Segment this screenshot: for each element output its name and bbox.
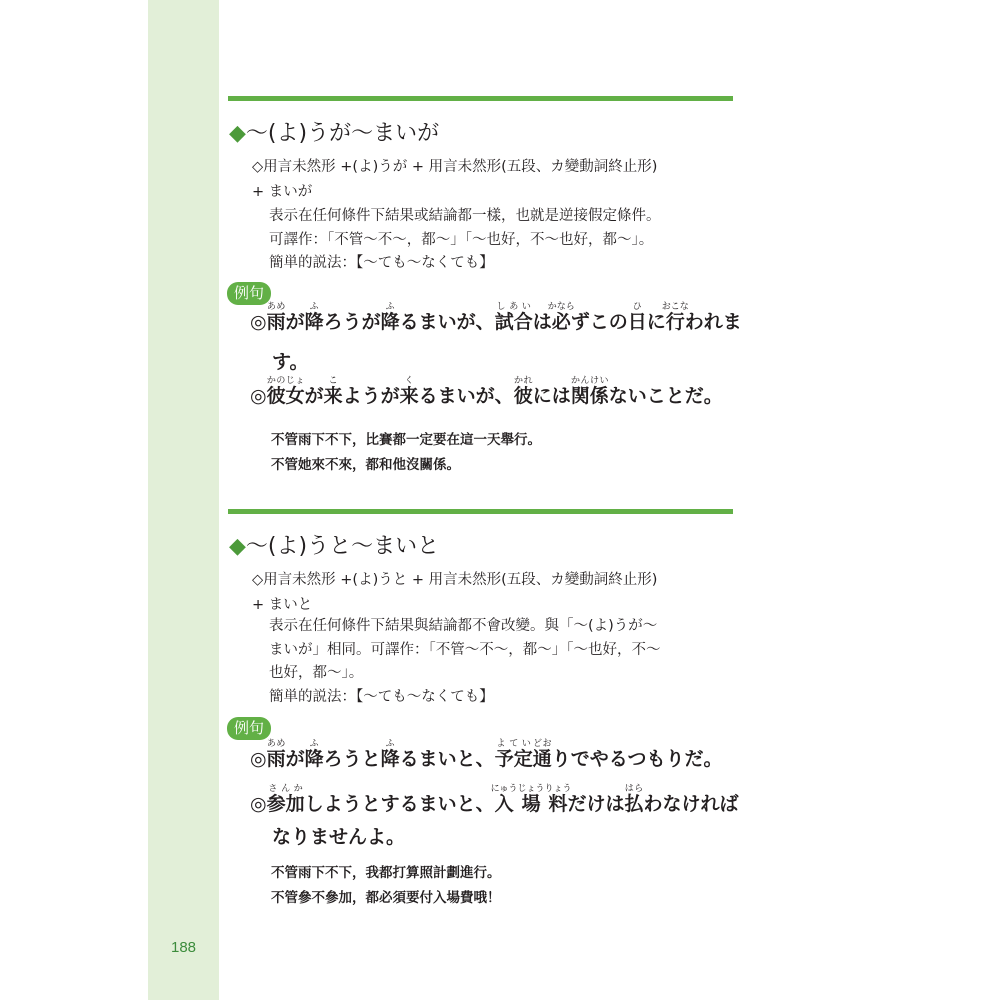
- furigana-reading: かのじょ: [266, 376, 305, 386]
- sentence-text: るまいが、: [418, 385, 514, 407]
- sentence-text: ろうと: [323, 748, 381, 770]
- furigana-reading: はら: [624, 784, 644, 794]
- example-sentence-continuation: なりませんよ。: [272, 826, 406, 848]
- sentence-text: ◎: [250, 311, 267, 333]
- example-sentence: [250, 784, 739, 816]
- diamond-icon: ◆: [229, 121, 246, 146]
- example-sentence-continuation: す。: [272, 351, 309, 373]
- section-title: ～(よ)うが～まいが: [245, 121, 440, 146]
- explanation-line: 表示在任何條件下結果或結論都一樣，也就是逆接假定條件。: [269, 208, 661, 224]
- section-heading: [229, 116, 439, 147]
- furigana-reading: しあい: [494, 302, 533, 312]
- grammar-rule: ◇用言未然形 +(よ)うが + 用言未然形(五段、カ變動詞終止形): [252, 159, 658, 175]
- translation-line: 不管雨下不下，我都打算照計劃進行。: [271, 865, 501, 881]
- furigana-word: 降ふ: [380, 302, 400, 333]
- grammar-rule-continuation: + まいと: [252, 597, 313, 613]
- explanation-line: 表示在任何條件下結果與結論都不會改變。與「～(よ)うが～: [269, 618, 658, 634]
- sentence-text: しようとするまいと、: [304, 793, 495, 815]
- furigana-word: 雨あめ: [266, 302, 286, 333]
- sentence-text: だけは: [567, 793, 625, 815]
- sentence-text: ◎: [250, 793, 267, 815]
- sentence-text: が: [285, 311, 305, 333]
- furigana-reading: ふ: [304, 302, 324, 312]
- grammar-rule: ◇用言未然形 +(よ)うと + 用言未然形(五段、カ變動詞終止形): [252, 572, 658, 588]
- translation-line: 不管參不參加，都必須要付入場費哦！: [271, 890, 501, 906]
- furigana-word: 彼女かのじょ: [266, 376, 305, 407]
- translation-line: 不管她來不來，都和他沒關係。: [271, 457, 460, 473]
- furigana-reading: おこな: [661, 302, 689, 312]
- furigana-reading: ふ: [380, 739, 400, 749]
- explanation-line: 也好，都～」。: [269, 665, 364, 681]
- sentence-text: るまいと、: [399, 748, 495, 770]
- sentence-text: ないことだ。: [608, 385, 723, 407]
- furigana-word: 来く: [399, 376, 419, 407]
- furigana-reading: ひ: [627, 302, 647, 312]
- furigana-word: 行おこな: [661, 302, 689, 333]
- furigana-word: 払はら: [624, 784, 644, 815]
- furigana-reading: さんか: [266, 784, 305, 794]
- page-margin-band: [148, 0, 219, 1000]
- furigana-reading: よてい: [494, 739, 533, 749]
- furigana-word: 参加さんか: [266, 784, 305, 815]
- diamond-icon: ◆: [229, 534, 246, 559]
- section-title: ～(よ)うと～まいと: [245, 534, 440, 559]
- furigana-reading: く: [399, 376, 419, 386]
- page-number: 188: [170, 939, 197, 956]
- sentence-text: が: [304, 385, 324, 407]
- furigana-word: 試合しあい: [494, 302, 533, 333]
- furigana-word: 入場料にゅうじょうりょう: [490, 784, 572, 815]
- sentence-text: ◎: [250, 385, 267, 407]
- furigana-reading: ふ: [304, 739, 324, 749]
- furigana-word: 降ふ: [304, 302, 324, 333]
- furigana-reading: あめ: [266, 302, 286, 312]
- furigana-word: 関係かんけい: [570, 376, 609, 407]
- example-badge: 例句: [227, 717, 271, 740]
- sentence-text: に: [646, 311, 666, 333]
- sentence-text: ろうが: [323, 311, 381, 333]
- furigana-reading: どお: [532, 739, 552, 749]
- furigana-word: 雨あめ: [266, 739, 286, 770]
- translation-line: 不管雨下不下，比賽都一定要在這一天舉行。: [271, 432, 541, 448]
- furigana-reading: かれ: [513, 376, 533, 386]
- sentence-text: るまいが、: [399, 311, 495, 333]
- sentence-text: ずこの: [570, 311, 628, 333]
- furigana-word: 彼かれ: [513, 376, 533, 407]
- sentence-text: ◎: [250, 748, 267, 770]
- explanation-line: 簡単的説法：【～ても～なくても】: [269, 255, 494, 271]
- furigana-word: 予定よてい: [494, 739, 533, 770]
- sentence-text: には: [532, 385, 571, 407]
- furigana-word: 来こ: [323, 376, 343, 407]
- furigana-reading: かんけい: [570, 376, 609, 386]
- furigana-reading: あめ: [266, 739, 286, 749]
- furigana-word: 降ふ: [380, 739, 400, 770]
- furigana-word: 降ふ: [304, 739, 324, 770]
- furigana-word: 日ひ: [627, 302, 647, 333]
- sentence-text: は: [532, 311, 552, 333]
- sentence-text: われま: [684, 311, 742, 333]
- furigana-word: 通どお: [532, 739, 552, 770]
- furigana-reading: ふ: [380, 302, 400, 312]
- furigana-reading: にゅうじょうりょう: [490, 784, 572, 794]
- section-divider: [228, 96, 733, 101]
- section-heading: [229, 529, 439, 560]
- sentence-text: わなければ: [643, 793, 739, 815]
- furigana-word: 必かなら: [547, 302, 575, 333]
- furigana-reading: かなら: [547, 302, 575, 312]
- example-sentence: [250, 302, 742, 334]
- example-badge: 例句: [227, 282, 271, 305]
- grammar-rule-continuation: + まいが: [252, 184, 313, 200]
- explanation-line: まいが」相同。可譯作：「不管～不～，都～」「～也好，不～: [269, 642, 661, 658]
- furigana-reading: こ: [323, 376, 343, 386]
- example-sentence: [250, 376, 723, 408]
- example-sentence: [250, 739, 723, 771]
- sentence-text: ようが: [342, 385, 400, 407]
- sentence-text: りでやるつもりだ。: [551, 748, 723, 770]
- sentence-text: が: [285, 748, 305, 770]
- section-divider: [228, 509, 733, 514]
- explanation-line: 可譯作：「不管～不～，都～」「～也好，不～也好，都～」。: [269, 232, 654, 248]
- explanation-line: 簡単的説法：【～ても～なくても】: [269, 689, 494, 705]
